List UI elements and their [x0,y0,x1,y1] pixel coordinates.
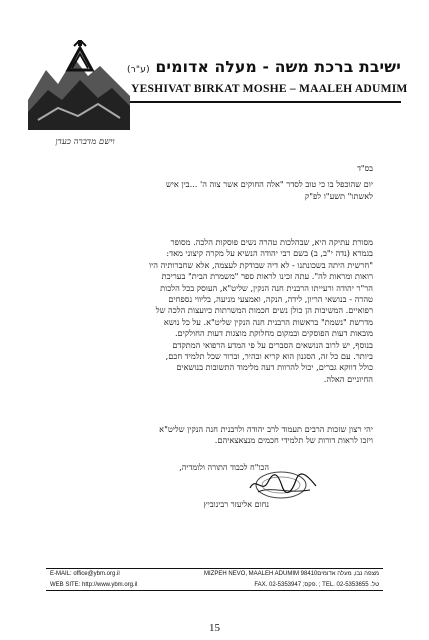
letterhead-registered-suffix: (ע"ר) [126,65,150,75]
footer-email[interactable]: E-MAIL: office@ybm.org.il [50,571,120,577]
letter-paragraph-2 [43,424,373,447]
footer-address-english: MIZPEH NEVO, MAALEH ADUMIM 98410 [204,571,318,577]
letterhead-divider [130,101,401,103]
paragraph-line: רואות ומראות לה". עתה זכינו לראות ספר "משמרת הבית" בעריכת [161,271,373,282]
footer-divider-top [46,568,383,569]
paragraph-line: רפואיים. המשיבות הן כולן נשים חכמות המשרתות כיועצות הלכה של [155,305,373,316]
page-number: 15 [209,622,220,634]
handwritten-signature-icon [248,472,318,496]
paragraph-line: טהרה - בנושאי הריון, לידה, הנקה, ואמצעי מניעה, בליווי נספחים [168,294,373,305]
paragraph-line: יהי רצון שזכות הרבים תעמוד לרב יהודה ולרבנית חנה הנקין שליט"א [159,424,373,434]
bsd-mark: בס"ד [357,164,373,173]
footer-phone-fax: FAX. 02-5353947 ;פקס. ; TEL. 02-5353655 .טל [254,582,379,588]
paragraph-line: ויזכו לראות דורות של תלמידי חכמים מנצאצאיהם. [214,435,373,446]
paragraph-line: כולל דווקא גברים, יכול להרוות דעה מלימוד התשובות בנושאים [176,362,373,373]
paragraph-line: מדרשת "נשמת" בראשות הרבנית חנה הנקין שליט"א. על כל נושא [163,316,373,327]
letterhead-title-english: YESHIVAT BIRKAT MOSHE – MAALEH ADUMIM [131,82,408,95]
paragraph-line: ביותר. עם כל זה, הסגנון הוא קריא ובהיר, וברור שכל תלמיד חכם, [165,351,373,362]
footer-website-link[interactable]: WEB SITE: http://www.ybm.org.il [50,582,138,588]
letter-paragraph-1 [43,237,373,385]
closing-line: הכו"ח לכבוד התורה ולומדיה, [179,463,269,472]
yeshiva-logo-icon [28,40,130,130]
letterhead-title-hebrew [126,58,401,76]
footer-address-hebrew: מצפה נבו, מעלה אדומים [317,571,379,577]
paragraph-line: "חרשית היתה בשכונתנו - לא דיה שבודקת לעצמה, אלא שחברותיה היו [149,259,373,270]
date-line-1: יום שהוכפל בו כי טוב לסדר "אלה החוקים אשר צוה ה' ...בין איש [165,179,373,189]
paragraph-line: מסורת עתיקה היא, שבהלכות טהרה נשים פוסקות הלכה. מסופר [170,237,373,247]
paragraph-line: בגמרא (נדה י"ב, ב) בשם רבי יהודה הנשיא על מקרה קיצוני מאד: [166,248,373,259]
paragraph-line: הר"ר יהודה ורעייתו הרבנית חנה הנקין, שליט"א, העוסק בכל הלכות [160,282,373,293]
signature-name: נחום אליעזר רבינוביץ [203,500,269,509]
paragraph-line: החיוניים האלה. [323,373,373,384]
paragraph-line: מובאות דעות הפוסקים ובמקום מחלוקת מוצגות דעות החולקים. [174,328,373,339]
letterhead-title-hebrew-text: ישיבת ברכת משה - מעלה אדומים [155,58,401,76]
paragraph-line: בנוסף, יש לרוב הנושאים הסברים על פי המדע הרפואי המתקדם [172,339,373,350]
footer-divider-bottom [46,590,383,591]
date-line-2: לאשתו" תשע"ו לפ"ק [304,191,373,201]
logo-motto: וישם מדברה כעדן [55,137,115,147]
